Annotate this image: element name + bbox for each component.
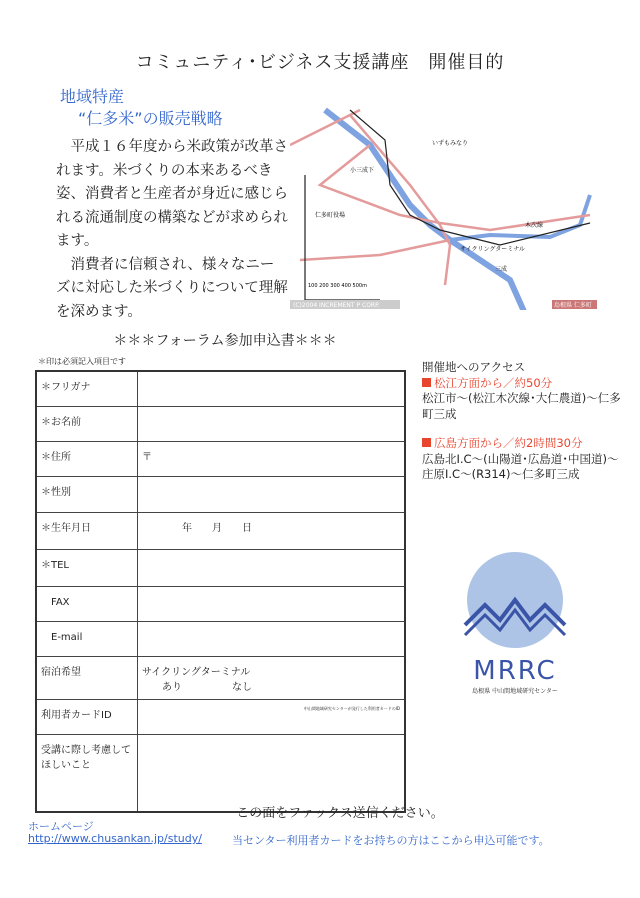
field-label: ＊お名前	[36, 406, 138, 441]
bullet-icon	[422, 438, 431, 447]
svg-text:いずもみなり: いずもみなり	[432, 140, 469, 147]
access-heading: 開催地へのアクセス	[422, 360, 526, 374]
lodging-field[interactable]	[138, 656, 406, 699]
form-heading: ＊＊＊フォーラム参加申込書＊＊＊	[113, 333, 337, 349]
bullet-icon	[422, 378, 431, 387]
paragraph: 消費者に信頼され、様々なニーズに対応した米づくりについて理解を深めます。	[56, 256, 288, 320]
gender-field[interactable]	[138, 476, 406, 512]
field-label: 宿泊希望	[36, 656, 138, 699]
address-field[interactable]: 〒	[138, 441, 406, 476]
furigana-field[interactable]	[138, 371, 406, 406]
logo-mark-icon	[460, 550, 570, 660]
svg-text:三成: 三成	[495, 266, 508, 273]
application-form	[35, 370, 406, 813]
route-text: 松江市～(松江木次線･大仁農道)～仁多町三成	[422, 391, 621, 421]
lodging-options[interactable]: あり なし	[142, 681, 252, 693]
homepage-link[interactable]: http://www.chusankan.jp/study/	[28, 832, 202, 845]
svg-text:木次線: 木次線	[525, 222, 544, 229]
lodging-place: サイクリングターミナル	[142, 666, 251, 678]
svg-text:小三成下: 小三成下	[350, 167, 375, 174]
access-map	[290, 105, 600, 310]
svg-text:サイクリングターミナル: サイクリングターミナル	[460, 246, 525, 253]
required-note: ＊印は必須記入項目です	[38, 357, 126, 366]
field-label: ＊生年月日	[36, 512, 138, 549]
card-note: 当センター利用者カードをお持ちの方はここから申込可能です。	[232, 834, 550, 847]
homepage-label: ホームページ	[28, 820, 94, 833]
field-label: E-mail	[36, 621, 138, 656]
route-title: 松江方面から／約50分	[434, 375, 553, 390]
field-label: 利用者カードID	[36, 699, 138, 734]
field-label: ＊TEL	[36, 549, 138, 586]
logo-text: MRRC	[473, 656, 557, 686]
fax-instruction: この面をファックス送信ください。	[236, 806, 444, 821]
birthdate-field[interactable]: 年 月 日	[138, 512, 406, 549]
purpose-text	[56, 136, 288, 324]
subtitle: “仁多米”の販売戦略	[78, 109, 223, 128]
requests-field[interactable]	[138, 734, 406, 812]
access-info	[422, 360, 622, 483]
field-label: ＊性別	[36, 476, 138, 512]
email-field[interactable]	[138, 621, 406, 656]
subtitle: 地域特産	[60, 87, 125, 106]
card-id-field[interactable]	[138, 699, 406, 734]
paragraph: 平成１６年度から米政策が改革されます。米づくりの本来あるべき姿、消費者と生産者が身近に感じられる流通制度の構築などが求められます。	[56, 139, 288, 249]
svg-text:島根県 仁多町: 島根県 仁多町	[554, 302, 592, 309]
fax-field[interactable]	[138, 586, 406, 621]
name-field[interactable]	[138, 406, 406, 441]
card-id-hint: 中山間地域研究センターが発行した利用者カードのID	[303, 705, 400, 711]
svg-text:100 200 300 400 500m: 100 200 300 400 500m	[308, 283, 367, 289]
logo-caption: 島根県 中山間地域研究センター	[472, 688, 558, 695]
field-label: ＊住所	[36, 441, 138, 476]
field-label: FAX	[36, 586, 138, 621]
svg-text:(C)2004 INCREMENT P CORP.: (C)2004 INCREMENT P CORP.	[293, 302, 380, 309]
mrrc-logo	[460, 550, 570, 700]
route-text: 広島北I.C～(山陽道･広島道･中国道)～庄原I.C～(R314)～仁多町三成	[422, 451, 619, 481]
tel-field[interactable]	[138, 549, 406, 586]
route-title: 広島方面から／約2時間30分	[434, 436, 583, 450]
page-title: コミュニティ･ビジネス支援講座 開催目的	[135, 52, 505, 73]
field-label: ＊フリガナ	[36, 371, 138, 406]
field-label: 受講に際し考慮してほしいこと	[36, 734, 138, 812]
svg-text:仁多町役場: 仁多町役場	[315, 212, 346, 219]
